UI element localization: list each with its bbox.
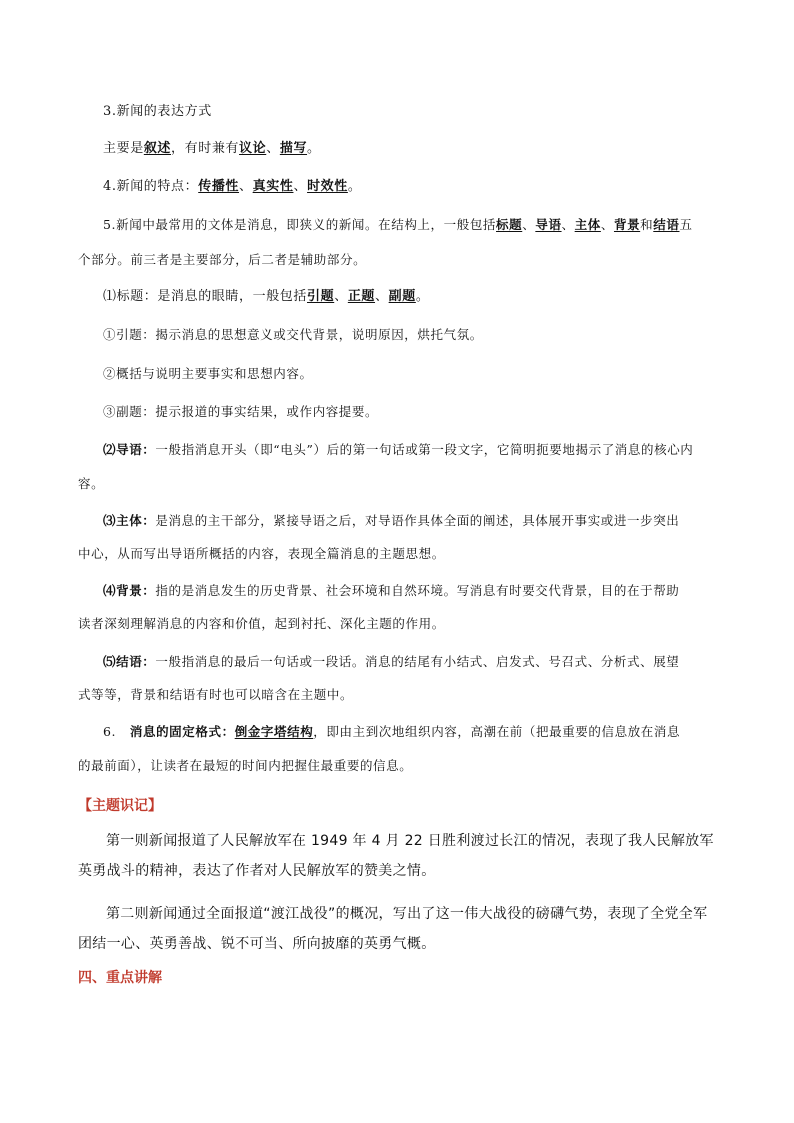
text: 和	[640, 217, 654, 232]
text: ①引题：揭示消息的思想意义或交代背景，说明原因，烘托气氛。	[103, 327, 483, 342]
text: 、	[375, 289, 389, 304]
text: 是消息的主干部分，紧接导语之后，对导语作具体全面的阐述，具体展开事实或进一步突出	[155, 513, 680, 528]
text: 指的是消息发生的历史背景、社会环境和自然环境。写消息有时要交代背景，目的在于帮助	[155, 583, 680, 598]
sub-item-2	[103, 365, 313, 383]
text: 一般指消息开头（即“电头”）后的第一句话或第一段文字，它简明扼要地揭示了消息的核心内	[155, 442, 694, 457]
background-label: ⑷背景：	[103, 583, 156, 598]
theme-paragraph-2: 第二则新闻通过全面报道“渡江战役”的概况，写出了这一伟大战役的磅礴气势，表现了全党全军团结一心、英勇善战、锐不可当、所向披靡的英勇气概。	[78, 906, 708, 952]
lead-item-line-1	[103, 441, 693, 459]
keyword-intro-title: 引题	[307, 289, 335, 304]
section-3-title	[103, 103, 212, 121]
theme-paragraph-1: 第一则新闻报道了人民解放军在 1949 年 4 月 22 日胜利渡过长江的情况，表现了我人民解放军英勇战斗的精神，表达了作者对人民解放军的赞美之情。	[78, 833, 714, 879]
ending-item-line-2	[78, 686, 353, 704]
section-3-title-text: 3.新闻的表达方式	[103, 104, 212, 119]
section-4-heading: 四、重点讲解	[78, 970, 162, 986]
keyword-title: 标题	[496, 217, 523, 232]
keyword-narration: 叙述	[143, 141, 172, 156]
sub-item-1	[103, 326, 483, 344]
text: 、	[522, 217, 536, 232]
text: 、	[239, 179, 253, 194]
text: ②概括与说明主要事实和思想内容。	[103, 366, 313, 381]
theme-heading: 【主题识记】	[78, 798, 162, 814]
keyword-inverted-pyramid: 倒金字塔结构	[234, 724, 314, 739]
sub-item-3	[103, 403, 378, 421]
keyword-sub-title: 副题	[388, 289, 416, 304]
text: 五	[679, 217, 693, 232]
background-item-line-1	[103, 582, 679, 600]
text: 的最前面），让读者在最短的时间内把握住最重要的信息。	[78, 758, 413, 773]
section-3-content	[103, 140, 321, 158]
keyword-description: 描写	[279, 141, 308, 156]
keyword-truth: 真实性	[252, 179, 294, 194]
section-6-line-2	[78, 757, 412, 775]
text: 容。	[78, 476, 105, 491]
text: 4.新闻的特点：	[103, 179, 199, 194]
keyword-timely: 时效性	[307, 179, 348, 194]
section-4-line	[103, 178, 361, 196]
text: 一般指消息的最后一句话或一段话。消息的结尾有小结式、启发式、号召式、分析式、展望	[155, 654, 680, 669]
text: 。	[347, 179, 362, 194]
text: 5.新闻中最常用的文体是消息，即狭义的新闻。在结构上，一般包括	[103, 217, 497, 232]
keyword-argument: 议论	[239, 141, 267, 156]
text: 读者深刻理解消息的内容和价值，起到衬托、深化主题的作用。	[78, 616, 445, 631]
keyword-ending: 结语	[653, 217, 680, 232]
title-item	[103, 288, 429, 306]
ending-item-line-1	[103, 653, 679, 671]
keyword-spread: 传播性	[198, 179, 240, 194]
text: 个部分。前三者是主要部分，后二者是辅助部分。	[78, 252, 367, 267]
text: ③副题：提示报道的事实结果，或作内容提要。	[103, 404, 379, 419]
lead-label: ⑵导语：	[103, 442, 156, 457]
keyword-background: 背景	[613, 217, 641, 232]
text: 。	[307, 141, 321, 156]
text: ⑴标题：是消息的眼睛，一般包括	[103, 289, 308, 304]
fixed-format-label: 消息的固定格式：	[129, 724, 235, 739]
keyword-lead: 导语	[535, 217, 562, 232]
lead-item-line-2	[78, 475, 104, 493]
text: 、	[561, 217, 575, 232]
text: 、	[266, 141, 280, 156]
text: 式等等，背景和结语有时也可以暗含在主题中。	[78, 687, 354, 702]
body-item-line-1	[103, 512, 679, 530]
keyword-body: 主体	[574, 217, 601, 232]
text: 。	[415, 289, 430, 304]
section-5-line-2	[78, 251, 366, 269]
ending-label: ⑸结语：	[103, 654, 156, 669]
text: ，即由主到次地组织内容，高潮在前（把最重要的信息放在消息	[313, 724, 681, 739]
body-label: ⑶主体：	[103, 513, 156, 528]
text: 6.	[103, 724, 117, 739]
text: 、	[334, 289, 348, 304]
text: 、	[600, 217, 614, 232]
background-item-line-2	[78, 615, 445, 633]
text: 主要是	[103, 141, 144, 156]
body-item-line-2	[78, 545, 445, 563]
keyword-main-title: 正题	[347, 289, 376, 304]
text: 、	[293, 179, 308, 194]
text: ，有时兼有	[171, 141, 240, 156]
section-6-line-1	[103, 723, 680, 741]
section-5-line-1	[103, 216, 693, 234]
text: 中心，从而写出导语所概括的内容，表现全篇消息的主题思想。	[78, 546, 445, 561]
